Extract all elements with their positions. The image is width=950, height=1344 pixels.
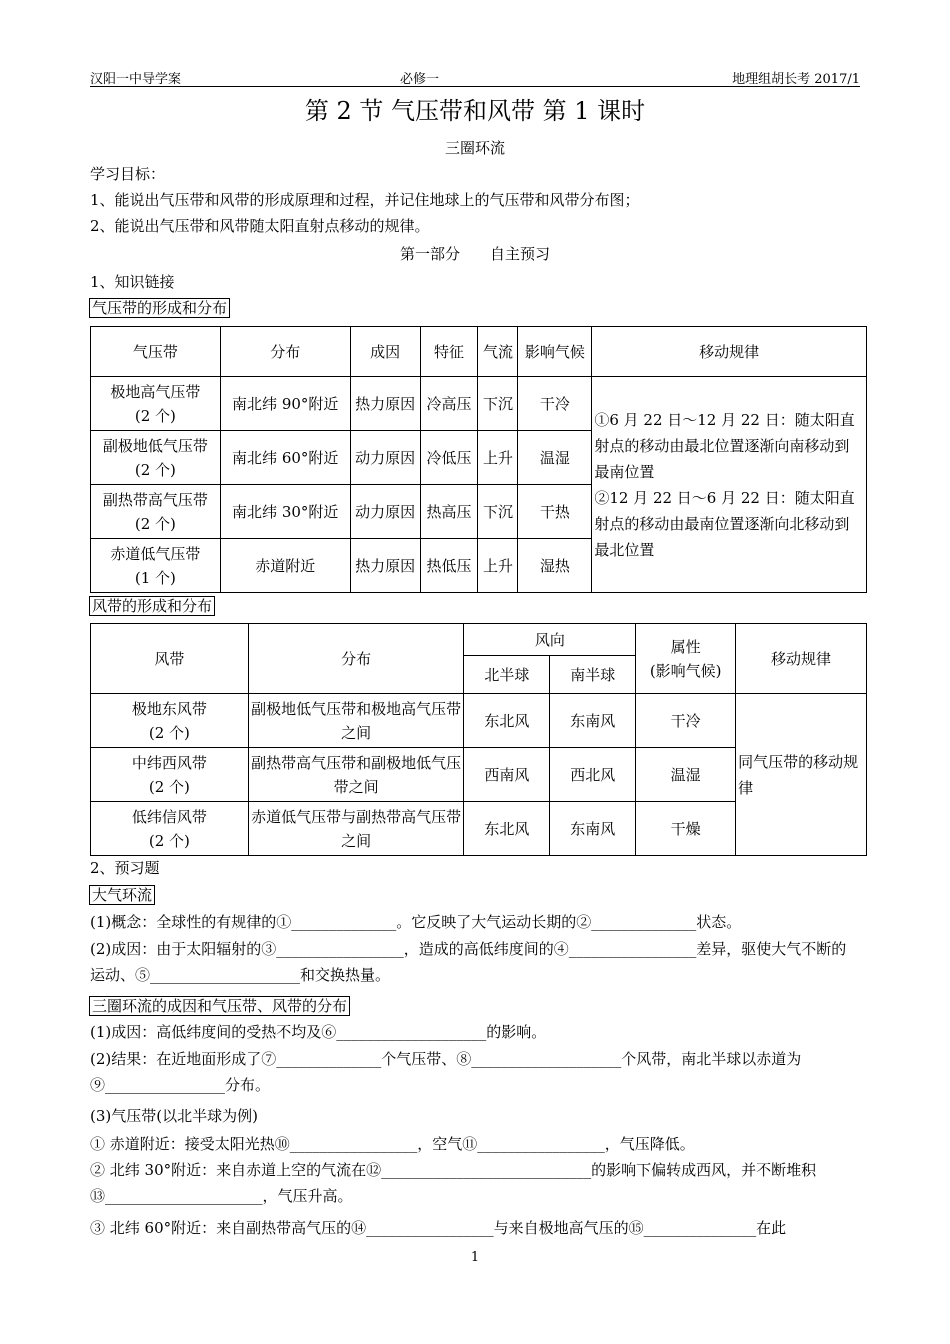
table-cell: 热低压	[420, 539, 478, 593]
table-cell: 西北风	[550, 748, 636, 802]
table-cell: 干热	[518, 485, 592, 539]
column-header: 影响气候	[518, 327, 592, 377]
circulation-heading: 大气环流	[89, 885, 155, 905]
table-row	[91, 377, 867, 431]
goal-item: 2、能说出气压带和风带随太阳直射点移动的规律。	[90, 217, 430, 235]
header-center: 必修一	[400, 72, 440, 87]
cause-question: (2)成因：由于太阳辐射的③_________________，造成的高低纬度间的④_________________差异，驱使大气不断的运动、⑤____________________和交换热量。	[90, 940, 847, 984]
table-cell: 冷低压	[420, 431, 478, 485]
column-header: 分布	[220, 327, 350, 377]
header-right: 地理组胡长考 2017/1	[732, 72, 860, 87]
column-header: 风向	[464, 624, 636, 656]
table-cell: 东北风	[464, 802, 550, 856]
table-cell: 东北风	[464, 694, 550, 748]
belt-name-cell: 中纬西风带 (2 个)	[91, 748, 249, 802]
belt-name-cell: 副热带高气压带 (2 个)	[91, 485, 221, 539]
page-title: 第 2 节 气压带和风带 第 1 课时	[304, 97, 646, 125]
three-cell-cause: (1)成因：高低纬度间的受热不均及⑥____________________的影响。	[90, 1023, 547, 1041]
wind-section-heading: 风带的形成和分布	[89, 596, 215, 616]
belt-name-cell: 低纬信风带 (2 个)	[91, 802, 249, 856]
table-cell: 东南风	[550, 802, 636, 856]
table-cell: 温湿	[518, 431, 592, 485]
column-header: 移动规律	[592, 327, 867, 377]
table-cell: 东南风	[550, 694, 636, 748]
column-header: 移动规律	[736, 624, 867, 694]
table-cell: 下沉	[478, 485, 518, 539]
belt-name-cell: 副极地低气压带 (2 个)	[91, 431, 221, 485]
question-1: ① 赤道附近：接受太阳光热⑩_________________，空气⑪_________________，气压降低。	[90, 1135, 695, 1153]
belt-name-cell: 极地高气压带 (2 个)	[91, 377, 221, 431]
table-cell: 副极地低气压带和极地高气压带之间	[248, 694, 464, 748]
column-header: 特征	[420, 327, 478, 377]
three-cell-heading: 三圈环流的成因和气压带、风带的分布	[89, 996, 350, 1016]
movement-rule-cell: 同气压带的移动规律	[736, 694, 867, 856]
knowledge-link-heading: 1、知识链接	[90, 273, 175, 291]
goal-item: 1、能说出气压带和风带的形成原理和过程，并记住地球上的气压带和风带分布图；	[90, 191, 640, 209]
column-header: 风带	[91, 624, 249, 694]
goals-heading: 学习目标：	[90, 165, 166, 183]
table-cell: 副热带高气压带和副极地低气压带之间	[248, 748, 464, 802]
table-header-row	[91, 327, 867, 377]
header-left: 汉阳一中导学案	[90, 72, 182, 87]
table-cell: 上升	[478, 539, 518, 593]
belt-name-cell: 赤道低气压带 (1 个)	[91, 539, 221, 593]
question-3: ③ 北纬 60°附近：来自副热带高气压的⑭_________________与来自极地高气压的⑮_______________在此	[90, 1219, 787, 1237]
preview-heading: 2、预习题	[90, 859, 160, 877]
part-one-heading: 第一部分 自主预习	[399, 245, 550, 263]
column-header: 气压带	[91, 327, 221, 377]
column-header: 南半球	[550, 656, 636, 694]
table-cell: 干冷	[636, 694, 736, 748]
table-row	[91, 694, 867, 748]
table-cell: 热力原因	[350, 539, 420, 593]
column-header: 属性 (影响气候)	[636, 624, 736, 694]
table-cell: 热高压	[420, 485, 478, 539]
column-header: 成因	[350, 327, 420, 377]
table-cell: 动力原因	[350, 485, 420, 539]
table-cell: 湿热	[518, 539, 592, 593]
pressure-section-heading: 气压带的形成和分布	[89, 298, 230, 318]
table-header-row	[91, 624, 867, 656]
movement-rule-cell: ①6 月 22 日～12 月 22 日：随太阳直射点的移动由最北位置逐渐向南移动到最南位置 ②12 月 22 日～6 月 22 日：随太阳直射点的移动由最南位置逐渐向北移动到最北位置	[592, 377, 867, 593]
table-cell: 南北纬 30°附近	[220, 485, 350, 539]
table-cell: 南北纬 90°附近	[220, 377, 350, 431]
table-cell: 赤道低气压带与副热带高气压带之间	[248, 802, 464, 856]
concept-question: (1)概念：全球性的有规律的①______________。它反映了大气运动长期的②______________状态。	[90, 913, 742, 931]
table-cell: 上升	[478, 431, 518, 485]
three-cell-result: (2)结果：在近地面形成了⑦______________个气压带、⑧____________________个风带，南北半球以赤道为⑨________________分布。	[90, 1050, 802, 1094]
page-number: 1	[470, 1250, 480, 1265]
column-header: 北半球	[464, 656, 550, 694]
table-cell: 南北纬 60°附近	[220, 431, 350, 485]
page-header	[90, 66, 860, 87]
table-cell: 动力原因	[350, 431, 420, 485]
column-header: 分布	[248, 624, 464, 694]
table-cell: 下沉	[478, 377, 518, 431]
page-subtitle: 三圈环流	[444, 139, 505, 157]
belt-name-cell: 极地东风带 (2 个)	[91, 694, 249, 748]
table-cell: 热力原因	[350, 377, 420, 431]
three-cell-belts: (3)气压带(以北半球为例)	[90, 1107, 258, 1125]
table-cell: 冷高压	[420, 377, 478, 431]
question-2: ② 北纬 30°附近：来自赤道上空的气流在⑫____________________________的影响下偏转成西风，并不断堆积⑬_____________________，气压升高。	[90, 1161, 817, 1205]
column-header: 气流	[478, 327, 518, 377]
table-cell: 温湿	[636, 748, 736, 802]
pressure-belt-table	[90, 326, 867, 593]
table-cell: 干冷	[518, 377, 592, 431]
table-cell: 赤道附近	[220, 539, 350, 593]
table-cell: 干燥	[636, 802, 736, 856]
table-cell: 西南风	[464, 748, 550, 802]
wind-belt-table	[90, 623, 867, 856]
